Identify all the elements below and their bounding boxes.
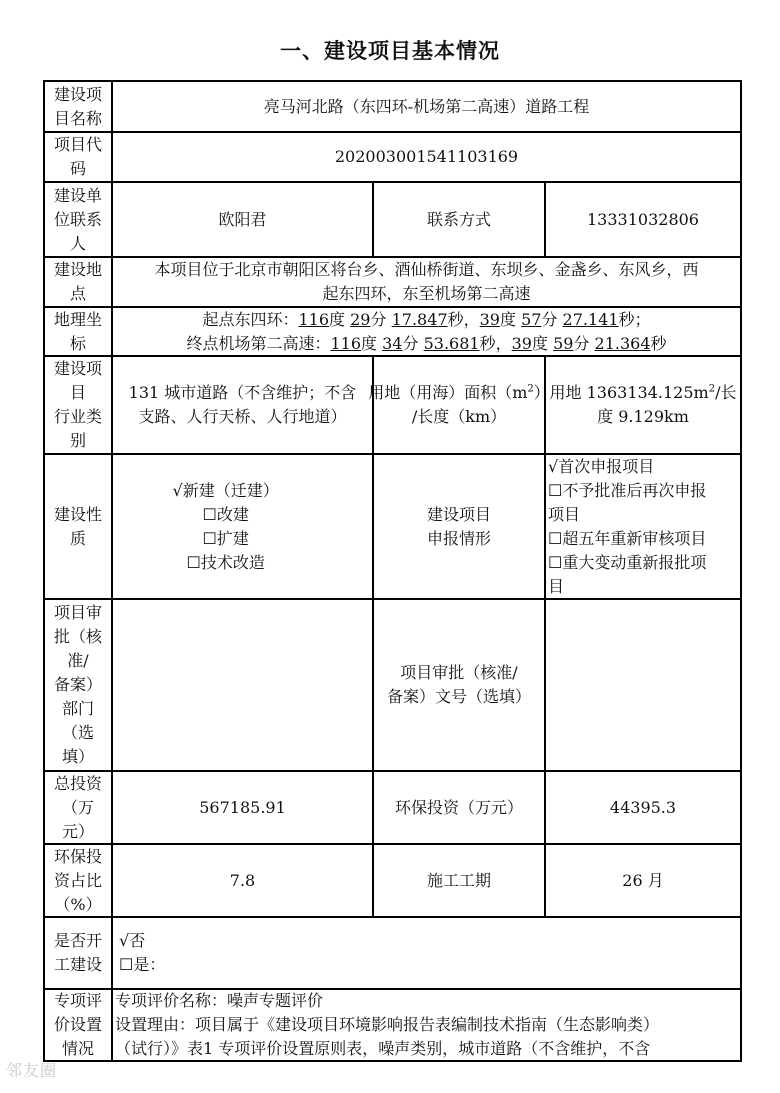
option-five-year-review: ☐超五年重新审核项目 — [548, 528, 707, 548]
option-first-report: √首次申报项目 — [548, 456, 655, 476]
value-construction-period: 26 月 — [622, 870, 664, 890]
label-coordinates: 地理坐 标 — [53, 309, 102, 353]
label-construction-nature: 建设性 质 — [53, 504, 102, 548]
page-title: 一、建设项目基本情况 — [280, 39, 500, 63]
option-resubmit: ☐不予批准后再次申报 — [548, 480, 707, 500]
label-env-ratio: 环保投 资占比 （%） — [53, 846, 102, 914]
construction-nature-options — [113, 455, 372, 598]
label-approval-number: 项目审批（核准/ 备案）文号（选填） — [386, 663, 531, 706]
label-total-investment: 总投资 （万 元） — [53, 773, 102, 841]
label-industry: 建设项 目 行业类 别 — [53, 359, 102, 450]
value-env-investment: 44395.3 — [609, 797, 677, 817]
option-rebuild: ☐改建 — [202, 504, 249, 524]
label-env-investment: 环保投资（万元） — [394, 797, 523, 817]
label-project-code: 项目代 码 — [53, 135, 102, 178]
construction-started-options — [113, 918, 740, 988]
value-total-investment: 567185.91 — [199, 797, 286, 817]
label-special-evaluation: 专项评 价设置 情况 — [53, 991, 102, 1058]
option-major-change: ☐重大变动重新报批项 — [548, 552, 707, 572]
value-special-evaluation: 专项评价名称：噪声专题评价 设置理由：项目属于《建设项目环境影响报告表编制技术指南（生态影响类） （试行）》表1 专项评价设置原则表，噪声类别，城市道路（不含维护，不含 — [115, 991, 660, 1058]
value-project-name: 亮马河北路（东四环-机场第二高速）道路工程 — [263, 96, 590, 116]
coord-start-line: 起点东四环：116度 29分 17.847秒，39度 57分 27.141秒； — [202, 309, 651, 329]
watermark: 邻友圈 — [6, 1061, 58, 1080]
value-approval-department — [113, 600, 372, 770]
value-env-ratio: 7.8 — [229, 870, 256, 890]
label-report-situation: 建设项目 申报情形 — [426, 504, 491, 548]
option-not-started: √否 — [119, 931, 146, 950]
label-project-name: 建设项 目名称 — [53, 84, 102, 128]
label-construction-started: 是否开 工建设 — [53, 931, 102, 974]
label-location: 建设地 点 — [53, 260, 102, 303]
option-tech-upgrade: ☐技术改造 — [186, 552, 265, 572]
label-approval-department: 项目审 批（核 准/ 备案） 部门 （选 填） — [53, 603, 102, 766]
label-contact-method: 联系方式 — [426, 209, 491, 229]
report-situation-options: √首次申报项目 ☐不予批准后再次申报 项目 ☐超五年重新审核项目 ☐重大变动重新报批项 目 — [548, 456, 707, 596]
coord-end-line: 终点机场第二高速：116度 34分 53.681秒，39度 59分 21.364秒 — [186, 333, 667, 353]
value-contact-phone: 13331032806 — [587, 209, 699, 229]
value-industry: 131 城市道路（不含维护；不含 支路、人行天桥、人行地道） — [128, 383, 357, 426]
value-approval-number — [546, 600, 740, 770]
label-land-area: 用地（用海）面积$(m^2)$ /长度（km） — [368, 383, 550, 426]
option-started: ☐是： — [119, 955, 166, 974]
value-land-area: 用地 $1363134.125m^2/$长 度 9.129km — [549, 383, 737, 426]
value-contact-person: 欧阳君 — [218, 209, 267, 229]
value-location: 本项目位于北京市朝阳区将台乡、酒仙桥街道、东坝乡、金盏乡、东风乡，西 起东四环，东至机场第二高速 — [154, 260, 699, 303]
option-new-build: √新建（迁建） — [172, 480, 279, 500]
value-coordinates — [113, 308, 740, 355]
label-construction-period: 施工工期 — [426, 870, 491, 890]
value-project-code: 202003001541103169 — [334, 147, 519, 166]
option-expand: ☐扩建 — [202, 528, 249, 548]
label-contact-person: 建设单 位联系 人 — [53, 185, 102, 253]
